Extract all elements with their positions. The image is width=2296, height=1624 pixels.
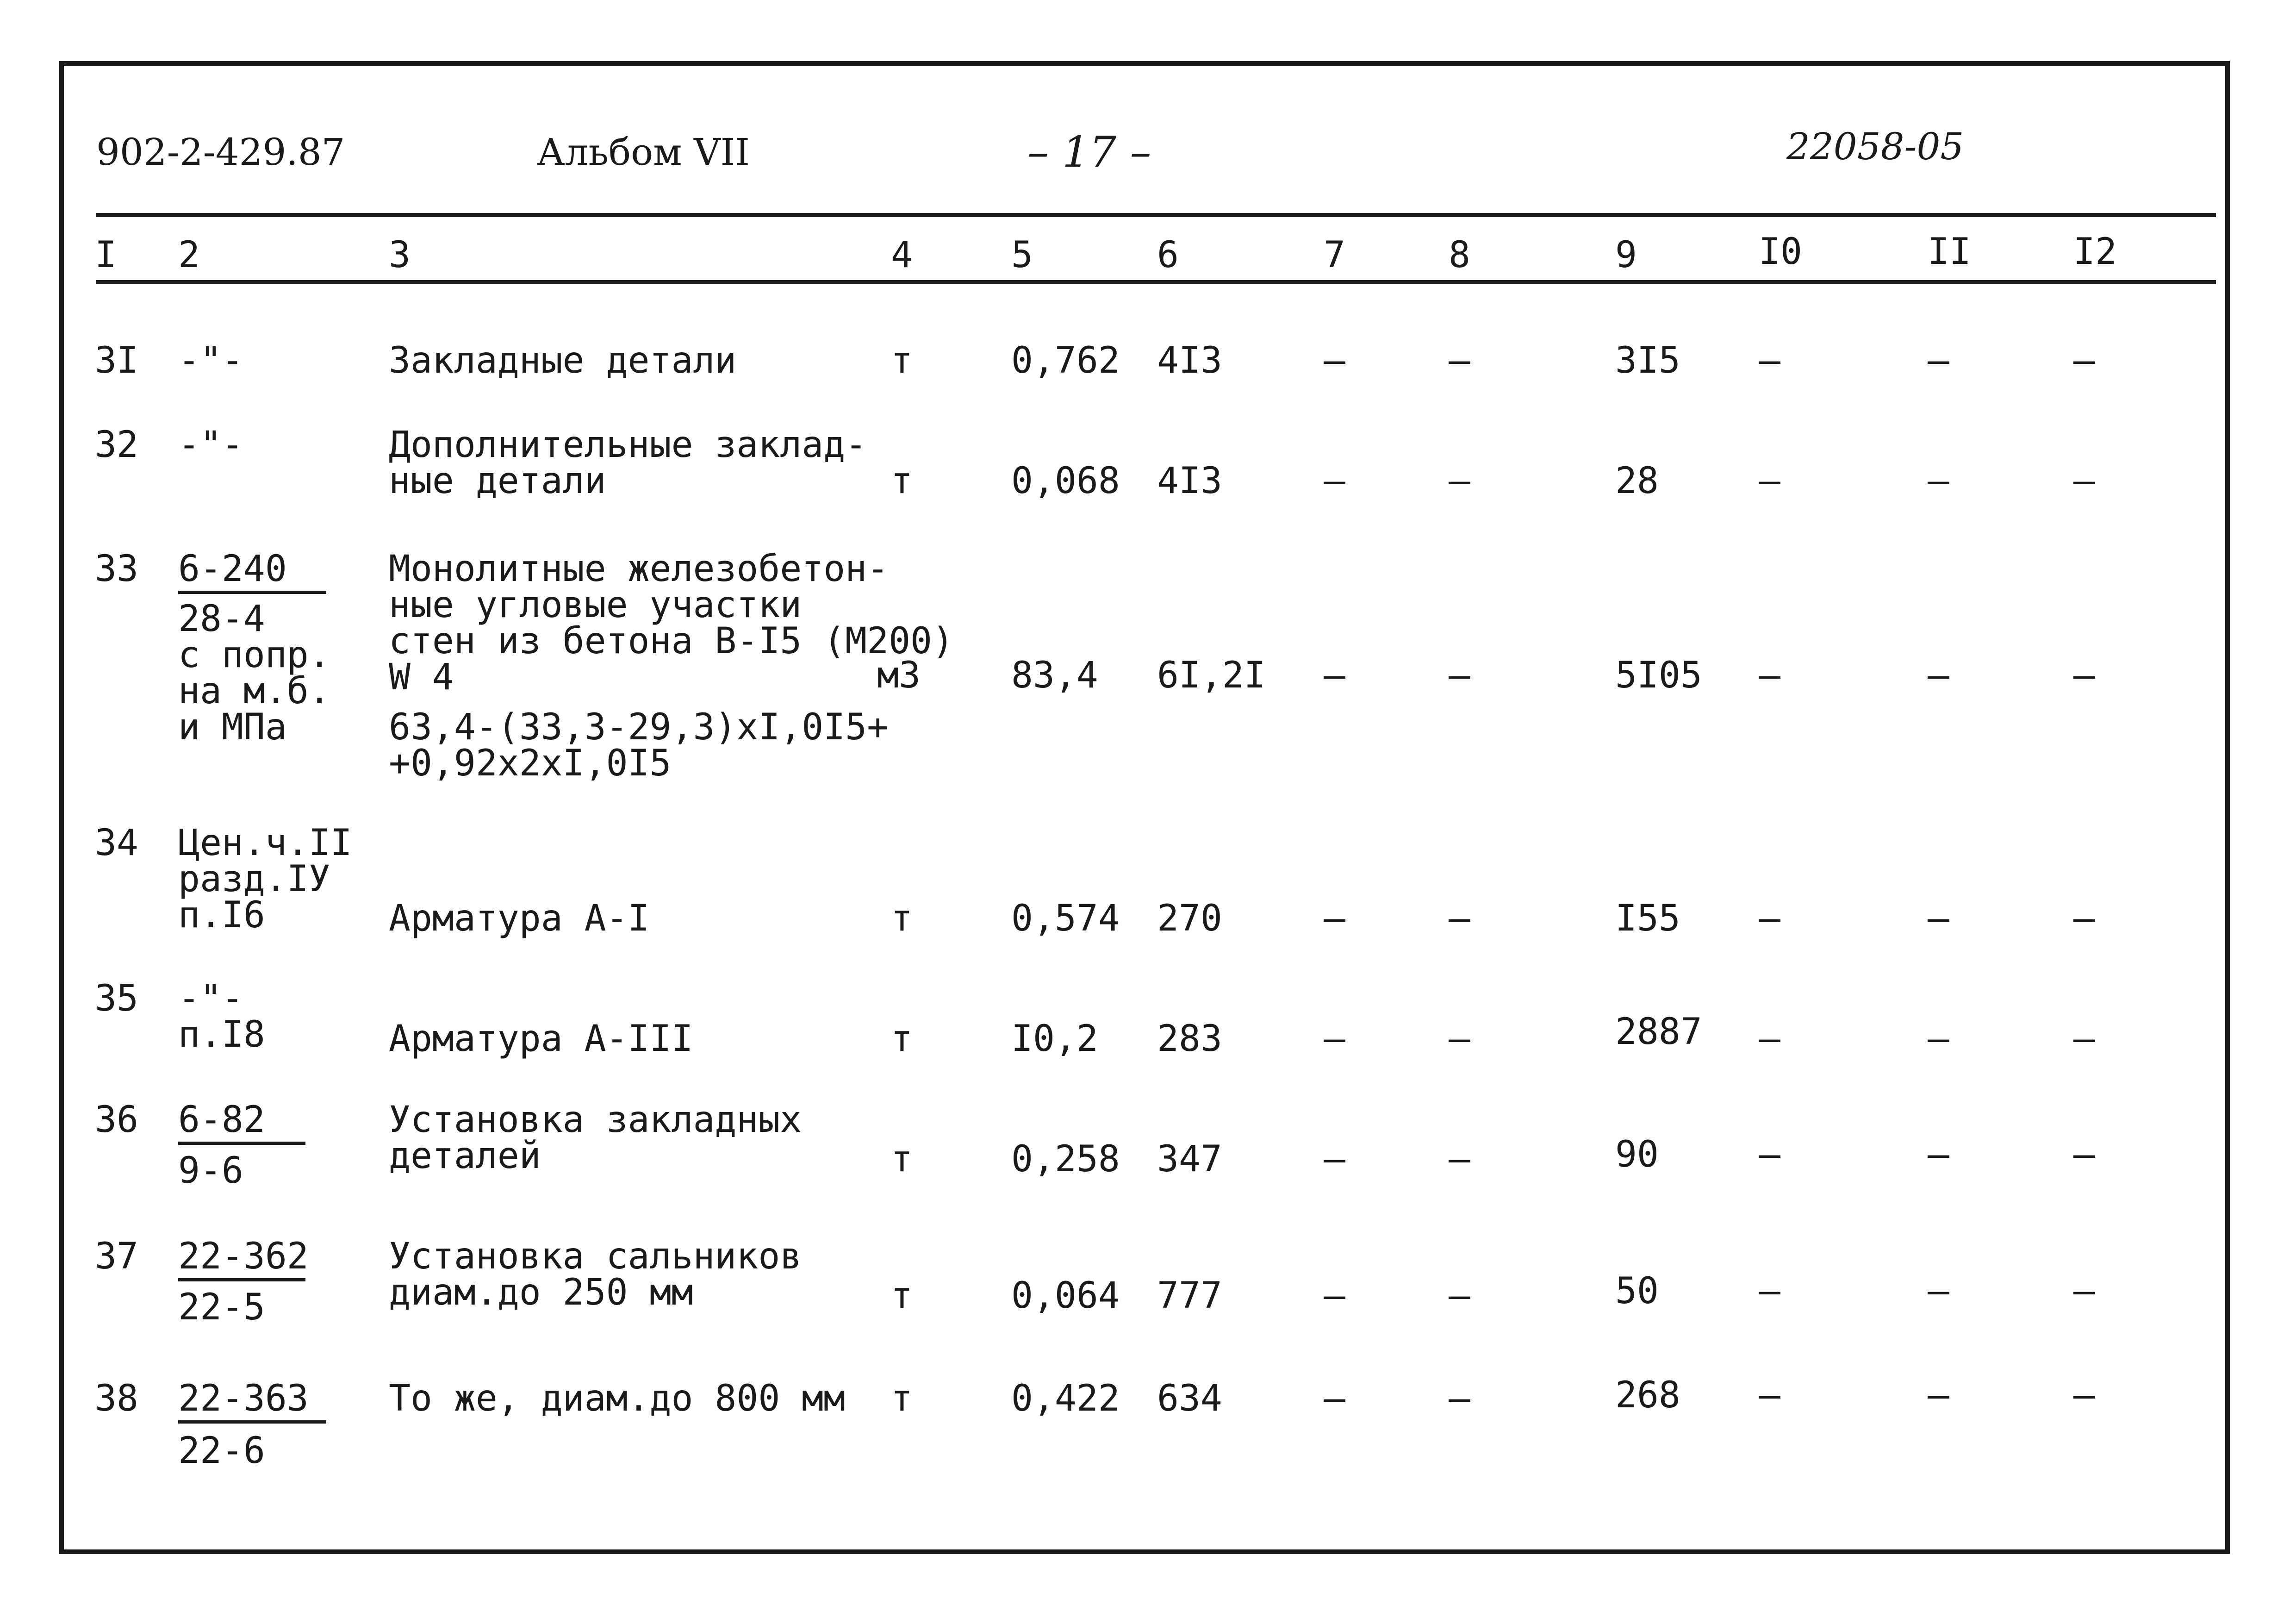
unit: м3 xyxy=(877,655,921,696)
col-head-12: I2 xyxy=(2073,231,2117,273)
row-number: 34 xyxy=(95,822,138,864)
norm-code-denominator: 28-4 xyxy=(178,598,265,640)
col-12-value: – xyxy=(2073,1134,2095,1175)
col-12-value: – xyxy=(2073,460,2095,502)
row-number: 33 xyxy=(95,548,138,590)
unit-price: 4I3 xyxy=(1157,460,1222,502)
norm-code-denominator: 22-5 xyxy=(178,1287,265,1328)
quantity: 0,064 xyxy=(1011,1275,1120,1317)
quantity: 0,068 xyxy=(1011,460,1120,502)
col-12-value: – xyxy=(2073,1374,2095,1416)
norm-code: разд.IУ xyxy=(178,858,330,900)
unit-price: 270 xyxy=(1157,898,1222,939)
page-frame xyxy=(59,61,2230,1554)
col-10-value: – xyxy=(1759,340,1780,381)
quantity: 83,4 xyxy=(1011,655,1098,696)
quantity: 0,762 xyxy=(1011,340,1120,381)
col-7-value: – xyxy=(1324,1018,1345,1060)
quantity: 0,574 xyxy=(1011,898,1120,939)
work-name: Закладные детали xyxy=(389,340,737,381)
norm-code: -"- xyxy=(178,424,243,466)
col-7-value: – xyxy=(1324,460,1345,502)
col-8-value: – xyxy=(1449,460,1470,502)
col-head-11: II xyxy=(1928,231,1971,273)
total-cost: I55 xyxy=(1615,898,1680,939)
col-10-value: – xyxy=(1759,898,1780,939)
norm-code: -"- xyxy=(178,340,243,381)
work-name-line: стен из бетона В-I5 (М200) xyxy=(389,620,954,662)
unit: т xyxy=(891,1378,913,1419)
work-name: Арматура А-III xyxy=(389,1018,693,1060)
col-7-value: – xyxy=(1324,1275,1345,1317)
col-8-value: – xyxy=(1449,1018,1470,1060)
col-head-1: I xyxy=(95,234,117,276)
unit-price: 4I3 xyxy=(1157,340,1222,381)
work-name-line: ные угловые участки xyxy=(389,584,802,626)
total-cost: 28 xyxy=(1615,460,1659,502)
total-cost: 5I05 xyxy=(1615,655,1702,696)
col-12-value: – xyxy=(2073,655,2095,696)
col-head-10: I0 xyxy=(1759,231,1802,273)
norm-code-denominator: 9-6 xyxy=(178,1150,243,1192)
total-cost: 268 xyxy=(1615,1374,1680,1416)
col-11-value: – xyxy=(1928,460,1949,502)
col-head-4: 4 xyxy=(891,234,913,276)
norm-code: Цен.ч.II xyxy=(178,822,352,864)
unit: т xyxy=(891,1138,913,1180)
col-8-value: – xyxy=(1449,655,1470,696)
norm-code-numerator: 6-82 xyxy=(178,1102,305,1145)
album-label: Альбом VII xyxy=(537,131,750,174)
volume-formula-line: +0,92х2хI,0I5 xyxy=(389,743,672,784)
col-8-value: – xyxy=(1449,898,1470,939)
col-10-value: – xyxy=(1759,1270,1780,1312)
col-head-9: 9 xyxy=(1615,234,1637,276)
col-11-value: – xyxy=(1928,1374,1949,1416)
quantity: 0,422 xyxy=(1011,1378,1120,1419)
unit-price: 283 xyxy=(1157,1018,1222,1060)
col-head-6: 6 xyxy=(1157,234,1179,276)
col-10-value: – xyxy=(1759,1018,1780,1060)
quantity: I0,2 xyxy=(1011,1018,1098,1060)
sheet-code: 22058-05 xyxy=(1786,125,1964,168)
col-head-3: 3 xyxy=(389,234,411,276)
col-7-value: – xyxy=(1324,898,1345,939)
row-number: 36 xyxy=(95,1099,138,1141)
work-name-line: Монолитные железобетон- xyxy=(389,548,889,590)
unit: т xyxy=(891,340,913,381)
page-number: – 17 – xyxy=(1027,127,1151,177)
work-name-line: диам.до 250 мм xyxy=(389,1272,693,1313)
unit-price: 777 xyxy=(1157,1275,1222,1317)
work-name-line: деталей xyxy=(389,1135,541,1177)
row-number: 3I xyxy=(95,340,138,381)
col-11-value: – xyxy=(1928,1134,1949,1175)
header-top-rule xyxy=(96,213,2216,217)
col-11-value: – xyxy=(1928,1018,1949,1060)
work-name-line: Дополнительные заклад- xyxy=(389,424,867,466)
col-10-value: – xyxy=(1759,1134,1780,1175)
work-name-line: ные детали xyxy=(389,460,606,502)
norm-code: п.I6 xyxy=(178,894,265,936)
col-8-value: – xyxy=(1449,1138,1470,1180)
col-12-value: – xyxy=(2073,1018,2095,1060)
norm-code-note: и МПа xyxy=(178,706,287,748)
col-head-8: 8 xyxy=(1449,234,1470,276)
work-name-line: Установка сальников xyxy=(389,1236,802,1277)
doc-code: 902-2-429.87 xyxy=(96,131,345,174)
unit: т xyxy=(891,1018,913,1060)
col-12-value: – xyxy=(2073,340,2095,381)
norm-code-numerator: 22-363 xyxy=(178,1380,326,1424)
work-name: То же, диам.до 800 мм xyxy=(389,1378,846,1419)
norm-code-note: на м.б. xyxy=(178,670,330,712)
col-8-value: – xyxy=(1449,340,1470,381)
norm-code: п.I8 xyxy=(178,1014,265,1056)
col-head-2: 2 xyxy=(178,234,200,276)
unit-price: 347 xyxy=(1157,1138,1222,1180)
col-11-value: – xyxy=(1928,898,1949,939)
col-11-value: – xyxy=(1928,340,1949,381)
col-11-value: – xyxy=(1928,655,1949,696)
work-name-line: W 4 xyxy=(389,656,454,698)
col-10-value: – xyxy=(1759,460,1780,502)
work-name: Арматура А-I xyxy=(389,898,650,939)
header-bottom-rule xyxy=(96,280,2216,284)
col-7-value: – xyxy=(1324,1138,1345,1180)
col-12-value: – xyxy=(2073,898,2095,939)
col-head-7: 7 xyxy=(1324,234,1345,276)
unit-price: 6I,2I xyxy=(1157,655,1266,696)
unit: т xyxy=(891,460,913,502)
row-number: 37 xyxy=(95,1236,138,1277)
col-8-value: – xyxy=(1449,1378,1470,1419)
row-number: 32 xyxy=(95,424,138,466)
col-10-value: – xyxy=(1759,1374,1780,1416)
col-head-5: 5 xyxy=(1011,234,1033,276)
norm-code-denominator: 22-6 xyxy=(178,1430,265,1472)
total-cost: 2887 xyxy=(1615,1011,1702,1053)
col-11-value: – xyxy=(1928,1270,1949,1312)
col-7-value: – xyxy=(1324,655,1345,696)
col-7-value: – xyxy=(1324,340,1345,381)
row-number: 38 xyxy=(95,1378,138,1419)
total-cost: 50 xyxy=(1615,1270,1659,1312)
col-12-value: – xyxy=(2073,1270,2095,1312)
row-number: 35 xyxy=(95,978,138,1019)
norm-code: -"- xyxy=(178,978,243,1019)
col-8-value: – xyxy=(1449,1275,1470,1317)
total-cost: 90 xyxy=(1615,1134,1659,1175)
total-cost: 3I5 xyxy=(1615,340,1680,381)
quantity: 0,258 xyxy=(1011,1138,1120,1180)
volume-formula-line: 63,4-(33,3-29,3)хI,0I5+ xyxy=(389,706,889,748)
norm-code-numerator: 22-362 xyxy=(178,1238,305,1281)
col-10-value: – xyxy=(1759,655,1780,696)
col-7-value: – xyxy=(1324,1378,1345,1419)
norm-code-note: с попр. xyxy=(178,634,330,676)
unit: т xyxy=(891,898,913,939)
norm-code-numerator: 6-240 xyxy=(178,551,326,594)
unit-price: 634 xyxy=(1157,1378,1222,1419)
work-name-line: Установка закладных xyxy=(389,1099,802,1141)
unit: т xyxy=(891,1275,913,1317)
